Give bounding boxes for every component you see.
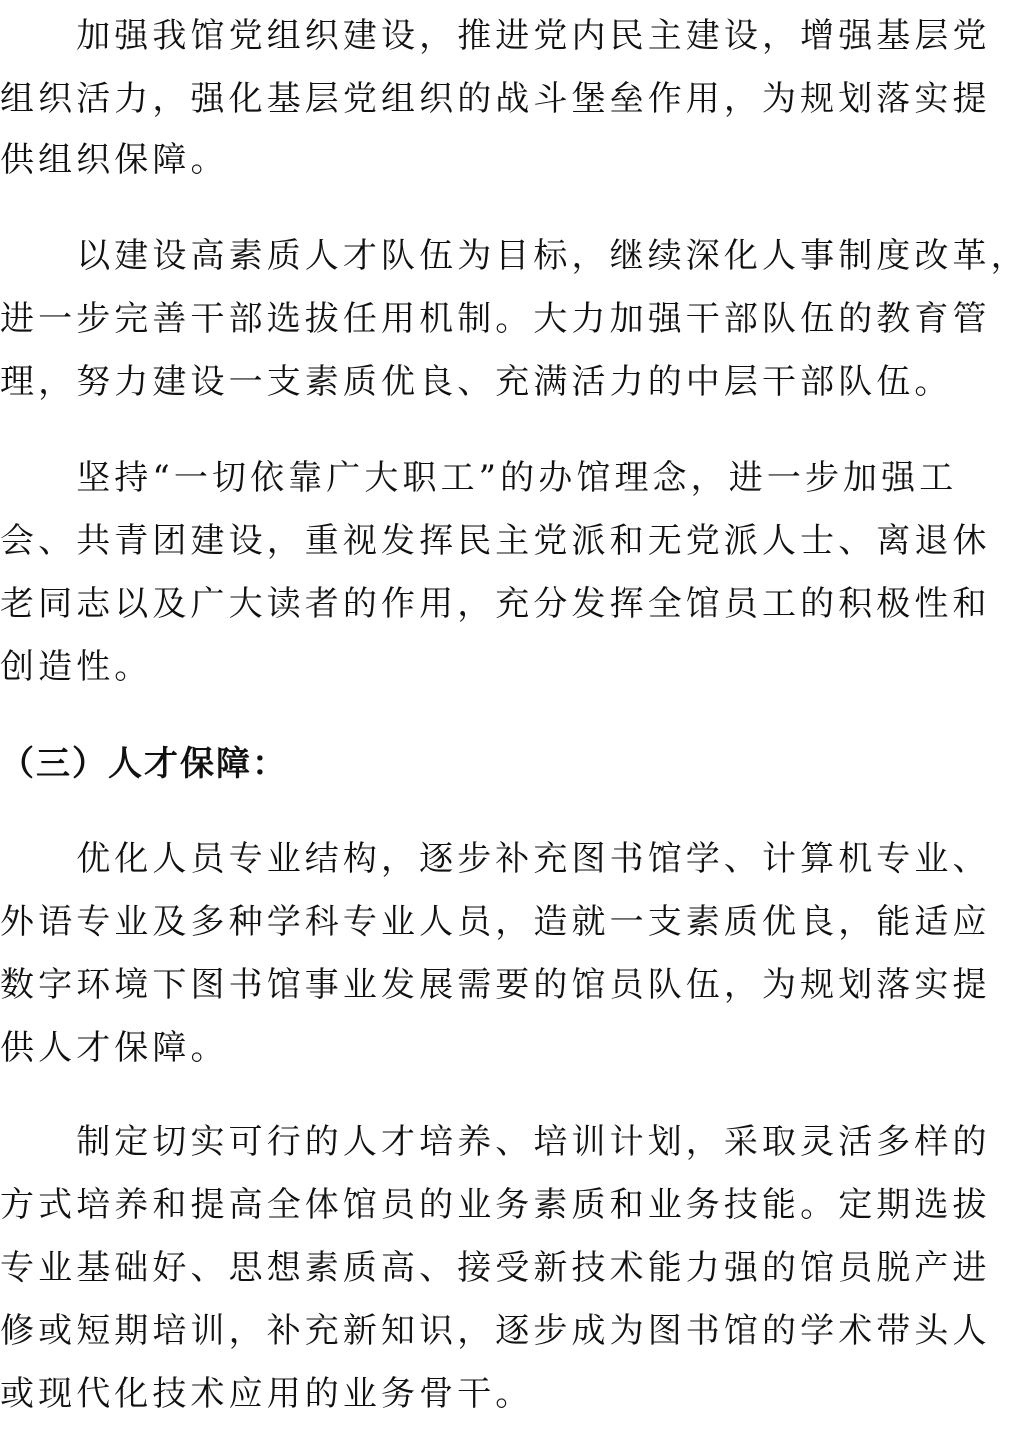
paragraph-5-line-3: 专业基础好、思想素质高、接受新技术能力强的馆员脱产进 — [0, 1248, 991, 1288]
paragraph-4-line-2: 外语专业及多种学科专业人员，造就一支素质优良，能适应 — [0, 902, 991, 942]
paragraph-5-line-5: 或现代化技术应用的业务骨干。 — [0, 1374, 534, 1414]
paragraph-1-line-2: 组织活力，强化基层党组织的战斗堡垒作用，为规划落实提 — [0, 79, 991, 119]
paragraph-3-line-1: 坚持“一切依靠广大职工”的办馆理念，进一步加强工 — [0, 458, 958, 498]
paragraph-2-line-1: 以建设高素质人才队伍为目标，继续深化人事制度改革， — [0, 236, 1029, 276]
paragraph-5-line-4: 修或短期培训，补充新知识，逐步成为图书馆的学术带头人 — [0, 1311, 991, 1351]
paragraph-3-line-2: 会、共青团建设，重视发挥民主党派和无党派人士、离退休 — [0, 521, 991, 561]
paragraph-4-line-4: 供人才保障。 — [0, 1028, 229, 1068]
paragraph-3-line-4: 创造性。 — [0, 647, 153, 687]
paragraph-2-line-2: 进一步完善干部选拔任用机制。大力加强干部队伍的教育管 — [0, 299, 991, 339]
paragraph-3-line-3: 老同志以及广大读者的作用，充分发挥全馆员工的积极性和 — [0, 584, 991, 624]
section-heading: （三）人才保障： — [0, 744, 288, 784]
paragraph-1-line-1: 加强我馆党组织建设，推进党内民主建设，增强基层党 — [0, 16, 991, 56]
paragraph-1-line-3: 供组织保障。 — [0, 140, 229, 180]
paragraph-4-line-3: 数字环境下图书馆事业发展需要的馆员队伍，为规划落实提 — [0, 965, 991, 1005]
paragraph-4-line-1: 优化人员专业结构，逐步补充图书馆学、计算机专业、 — [0, 839, 991, 879]
paragraph-5-line-2: 方式培养和提高全体馆员的业务素质和业务技能。定期选拔 — [0, 1185, 991, 1225]
paragraph-5-line-1: 制定切实可行的人才培养、培训计划，采取灵活多样的 — [0, 1122, 991, 1162]
paragraph-2-line-3: 理，努力建设一支素质优良、充满活力的中层干部队伍。 — [0, 362, 953, 402]
